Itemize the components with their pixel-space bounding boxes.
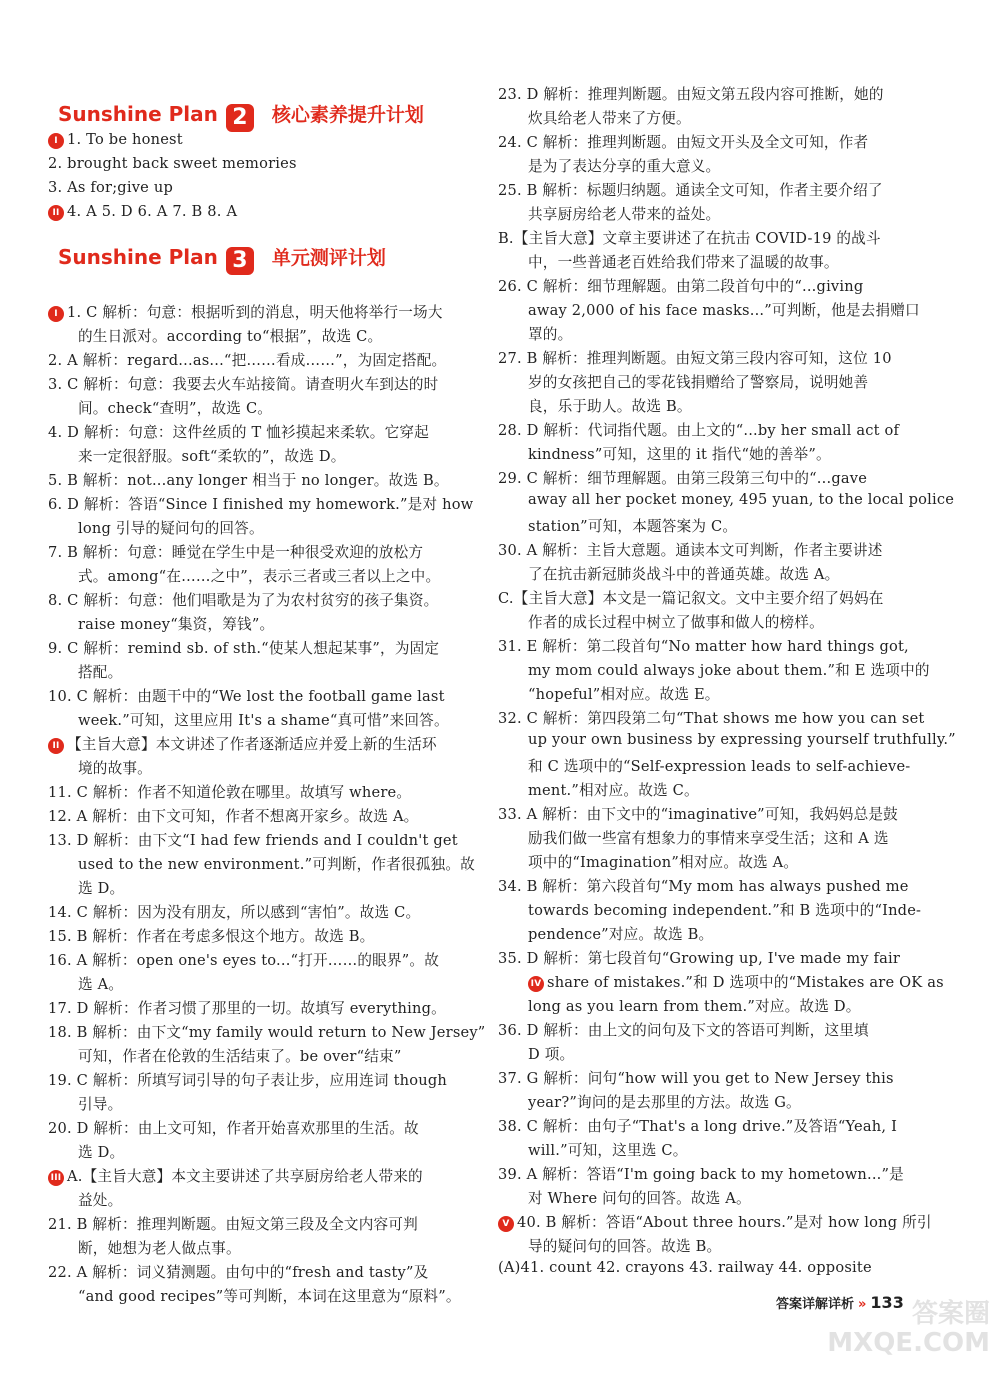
line-text: 3. C 解析：句意：我要去火车站接简。请查明火车到达的时 [48,376,439,393]
line-text: 选 D。 [78,880,125,897]
answer-line [498,587,884,608]
line-text: 36. D 解析：由上文的问句及下文的答语可判断，这里填 [498,1022,869,1039]
line-text: 23. D 解析：推理判断题。由短文第五段内容可推断，她的 [498,86,884,103]
line-text: 可知，作者在伦敦的生活结束了。be over“结束” [78,1048,402,1065]
answer-line [48,901,420,922]
line-text: 导的疑问句的回答。故选 B。 [528,1238,722,1255]
answer-line [48,349,446,370]
line-text: year?”询问的是去那里的方法。故选 G。 [528,1094,801,1111]
line-text: 境的故事。 [78,760,152,777]
line-text: 【主旨大意】本文讲述了作者逐渐适应并爱上新的生活环 [67,736,437,753]
line-text: 15. B 解析：作者在考虑多恨这个地方。故选 B。 [48,928,375,945]
line-text: 27. B 解析：推理判断题。由短文第三段内容可知，这位 10 [498,350,892,367]
answer-line-continued [498,107,691,128]
answer-line-continued [498,827,889,848]
answer-line [48,155,297,172]
line-text: 励我们做一些富有想象力的事情来享受生活；这和 A 选 [528,830,889,847]
line-text: away 2,000 of his face masks...”可判断，他是去捐赠口 [528,302,920,319]
line-text: 13. D 解析：由下文“I had few friends and I couldn't get [48,832,458,849]
line-text: 的生日派对。according to“根据”，故选 C。 [78,328,383,345]
answer-line-continued [498,491,954,508]
answer-line-continued [48,397,272,418]
answer-line-continued [498,899,921,920]
line-text: 引导。 [78,1096,123,1113]
line-text: 良，乐于助人。故选 B。 [528,398,692,415]
answer-line [48,829,458,850]
line-text: “hopeful”相对应。故选 E。 [528,686,720,703]
line-text: 3. As for;give up [48,179,173,196]
line-text: 炊具给老人带来了方便。 [528,110,691,127]
section-prefix: Sunshine Plan [58,245,218,269]
answer-line [498,419,899,440]
answer-line [48,373,438,394]
line-text: will.”可知，这里选 C。 [528,1142,688,1159]
answer-line [498,467,867,488]
answer-line [498,1163,904,1184]
line-text: 31. E 解析：第二段首句“No matter how hard things got, [498,638,909,655]
answer-line-continued [498,563,839,584]
answer-line [498,635,909,656]
line-text: 1. C 解析：句意：根据听到的消息，明天他将举行一场大 [67,304,443,321]
answer-line [48,1165,423,1186]
line-text: 40. B 解析：答语“About three hours.”是对 how long 所引 [517,1214,932,1231]
section-roman-mark-icon: II [48,738,64,754]
line-text: 14. C 解析：因为没有朋友，所以感到“害怕”。故选 C。 [48,904,421,921]
line-text: 选 D。 [78,1144,125,1161]
line-text: 来一定很舒服。soft“柔软的”，故选 D。 [78,448,346,465]
line-text: 33. A 解析：由下文中的“imaginative”可知，我妈妈总是鼓 [498,806,898,823]
line-text: 9. C 解析：remind sb. of sth.“使某人想起某事”，为固定 [48,640,440,657]
line-text: 4. A 5. D 6. A 7. B 8. A [67,203,238,220]
footer-label: 答案详解详析 [776,1297,855,1312]
section-heading: 单元测评计划 [271,247,386,269]
answer-line [498,1067,894,1088]
answer-line [48,1261,428,1282]
answer-line [498,1211,932,1232]
line-text: 选 A。 [78,976,124,993]
line-text: D 项。 [528,1046,575,1063]
line-text: 对 Where 问句的回答。故选 A。 [528,1190,751,1207]
line-text: 式。among“在……之中”，表示三者或三者以上之中。 [78,568,441,585]
line-text: 11. C 解析：作者不知道伦敦在哪里。故填写 where。 [48,784,412,801]
line-text: C.【主旨大意】本文是一篇记叙文。文中主要介绍了妈妈在 [498,590,884,607]
section-number-badge: 2 [226,104,254,132]
line-text: 22. A 解析：词义猜测题。由句中的“fresh and tasty”及 [48,1264,429,1281]
line-text: 罩的。 [528,326,573,343]
line-text: 21. B 解析：推理判断题。由短文第三段及全文内容可判 [48,1216,418,1233]
line-text: long as you learn from them.”对应。故选 D。 [528,998,861,1015]
line-text: kindness”可知，这里的 it 指代“她的善举”。 [528,446,831,463]
line-text: 35. D 解析：第七段首句“Growing up, I've made my fair [498,950,901,967]
line-text: “and good recipes”等可判断，本词在这里意为“原料”。 [78,1288,461,1305]
line-text: 1. To be honest [67,131,183,148]
answer-line [498,803,898,824]
answer-line-continued [48,613,274,634]
line-text: week.”可知，这里应用 It's a shame“真可惜”来回答。 [78,712,449,729]
answer-line [48,1213,418,1234]
answer-line [48,469,449,490]
answer-line [498,707,925,728]
line-text: 5. B 解析：not...any longer 相当于 no longer。故选 B。 [48,472,449,489]
answer-line-continued [48,709,449,730]
line-text: 18. B 解析：由下文“my family would return to New Jersey” [48,1024,486,1041]
line-text: 项中的“Imagination”相对应。故选 A。 [528,854,799,871]
line-text: 是为了表达分享的重大意义。 [528,158,721,175]
answer-line [498,1259,872,1276]
answer-line [498,131,868,152]
answer-line-continued [498,443,831,464]
line-text: 38. C 解析：由句子“That's a long drive.”及答语“Yeah, I [498,1118,898,1135]
line-text: 6. D 解析：答语“Since I finished my homework.”是对 how [48,496,474,513]
line-text: 中，一些普通老百姓给我们带来了温暖的故事。 [528,254,839,271]
line-text: 32. C 解析：第四段第二句“That shows me how you can set [498,710,925,727]
line-text: up your own business by expressing yourself truthfully.” [528,731,956,748]
answer-line-continued [498,251,839,272]
line-text: 共享厨房给老人带来的益处。 [528,206,721,223]
line-text: 19. C 解析：所填写词引导的句子表让步，应用连词 though [48,1072,447,1089]
answer-line-continued [498,1091,801,1112]
line-text: A.【主旨大意】本文主要讲述了共享厨房给老人带来的 [67,1168,423,1185]
answer-line [48,131,183,149]
answer-line-continued [498,779,699,800]
answer-line [48,925,374,946]
answer-line-continued [48,973,123,994]
section-roman-mark-icon: II [48,205,64,221]
section-roman-mark-icon: III [48,1170,64,1186]
line-text: 2. A 解析：regard...as...“把……看成……”，为固定搭配。 [48,352,447,369]
line-text: 16. A 解析：open one's eyes to...“打开……的眼界”。故 [48,952,439,969]
section-heading: 核心素养提升计划 [271,104,424,126]
line-text: 7. B 解析：句意：睡觉在学生中是一种很受欢迎的放松方 [48,544,424,561]
section-roman-mark-icon: V [498,1216,514,1232]
answer-line [48,1069,447,1090]
answer-line [48,733,437,754]
answer-line-continued [498,395,692,416]
answer-line [498,227,881,248]
line-text: away all her pocket money, 495 yuan, to the local police [528,491,955,508]
answer-line-continued [498,851,798,872]
line-text: B.【主旨大意】文章主要讲述了在抗击 COVID-19 的战斗 [498,230,881,247]
answer-line-continued [498,1187,751,1208]
answer-line-continued [48,325,382,346]
answer-line [498,83,884,104]
line-text: 断，她想为老人做点事。 [78,1240,241,1257]
answer-line-continued [498,155,720,176]
answer-line-continued [48,1141,124,1162]
answer-line [498,347,892,368]
answer-line-continued [498,659,930,680]
section-roman-mark-icon: IV [528,976,544,992]
line-text: my mom could always joke about them.”和 E 选项中的 [528,662,930,679]
answer-line [48,301,443,322]
answer-line-continued [48,517,264,538]
answer-line-continued [498,1139,688,1160]
answer-line-continued [48,661,122,682]
answer-line [498,539,882,560]
answer-line-continued [498,371,868,392]
line-text: 间。check“查明”，故选 C。 [78,400,273,417]
answer-line [48,997,446,1018]
answer-line-continued [498,323,572,344]
answer-line [48,589,438,610]
line-text: share of mistakes.”和 D 选项中的“Mistakes are OK as [547,974,944,991]
answer-line [48,493,473,514]
line-text: pendence”对应。故选 B。 [528,926,714,943]
answer-line [48,541,423,562]
answer-line-continued [498,1043,574,1064]
answer-line-continued [498,683,720,704]
line-text: ment.”相对应。故选 C。 [528,782,699,799]
answer-line-continued [498,731,956,748]
answer-line [498,1019,869,1040]
line-text: station”可知，本题答案为 C。 [528,518,738,535]
answer-line-continued [498,755,910,776]
answer-line [498,947,900,968]
answer-line-continued [498,515,737,536]
answer-line-continued [498,203,720,224]
answer-line-continued [498,1235,721,1256]
answer-line [48,685,445,706]
answer-line-continued [48,877,124,898]
line-text: raise money“集资，筹钱”。 [78,616,275,633]
answer-line [48,1021,485,1042]
line-text: 17. D 解析：作者习惯了那里的一切。故填写 everything。 [48,1000,446,1017]
line-text: 25. B 解析：标题归纳题。通读全文可知，作者主要介绍了 [498,182,883,199]
line-text: 37. G 解析：问句“how will you get to New Jersey this [498,1070,894,1087]
answer-line-continued [48,565,440,586]
answer-line-continued [498,299,920,320]
answer-line [498,275,863,296]
line-text: 益处。 [78,1192,123,1209]
line-text: 24. C 解析：推理判断题。由短文开头及全文可知，作者 [498,134,869,151]
watermark: 答案圈 MXQE.COM [827,1299,990,1358]
section-title-plan2 [58,100,424,132]
answer-line-continued [48,757,152,778]
line-text: 2. brought back sweet memories [48,155,297,172]
line-text: 了在抗击新冠肺炎战斗中的普通英雄。故选 A。 [528,566,840,583]
line-text: 29. C 解析：细节理解题。由第三段第三句中的“...gave [498,470,868,487]
line-text: 4. D 解析：句意：这件丝质的 T 恤衫摸起来柔软。它穿起 [48,424,429,441]
line-text: 28. D 解析：代词指代题。由上文的“...by her small act of [498,422,900,439]
page-number: 133 [870,1293,904,1312]
answer-line [48,637,439,658]
answer-line-continued [498,971,944,992]
answer-line-continued [48,1285,461,1306]
answer-line [48,421,429,442]
answer-line [48,203,237,221]
line-text: (A)41. count 42. crayons 43. railway 44. opposite [498,1259,872,1276]
answer-line-continued [48,1045,401,1066]
answer-line [498,179,883,200]
line-text: 30. A 解析：主旨大意题。通读本文可判断，作者主要讲述 [498,542,883,559]
line-text: 34. B 解析：第六段首句“My mom has always pushed me [498,878,909,895]
answer-line-continued [48,1237,241,1258]
answer-line [48,949,439,970]
answer-line [48,1117,419,1138]
line-text: long 引导的疑问句的回答。 [78,520,264,537]
line-text: 搭配。 [78,664,123,681]
section-number-badge: 3 [226,247,254,275]
double-chevron-icon: » [858,1297,867,1312]
line-text: 8. C 解析：句意：他们唱歌是为了为农村贫穷的孩子集资。 [48,592,439,609]
answer-line-continued [498,995,861,1016]
line-text: 39. A 解析：答语“I'm going back to my hometown...”是 [498,1166,904,1183]
line-text: used to the new environment.”可判断，作者很孤独。故 [78,856,475,873]
line-text: 和 C 选项中的“Self-expression leads to self-achieve- [528,758,911,775]
answer-line [48,805,418,826]
answer-line-continued [48,445,346,466]
section-prefix: Sunshine Plan [58,102,218,126]
answer-line [48,179,173,196]
line-text: 12. A 解析：由下文可知，作者不想离开家乡。故选 A。 [48,808,419,825]
answer-line-continued [498,611,824,632]
line-text: 岁的女孩把自己的零花钱捐赠给了警察局，说明她善 [528,374,869,391]
answer-line [48,781,411,802]
answer-line-continued [48,1093,122,1114]
answer-line-continued [498,923,713,944]
answer-line-continued [48,853,475,874]
section-roman-mark-icon: I [48,306,64,322]
answer-line [498,875,909,896]
line-text: 20. D 解析：由上文可知，作者开始喜欢那里的生活。故 [48,1120,419,1137]
answer-line [498,1115,897,1136]
answer-line-continued [48,1189,122,1210]
line-text: towards becoming independent.”和 B 选项中的“Inde- [528,902,922,919]
line-text: 作者的成长过程中树立了做事和做人的榜样。 [528,614,824,631]
line-text: 26. C 解析：细节理解题。由第二段首句中的“...giving [498,278,864,295]
section-title-plan3 [58,243,386,275]
section-roman-mark-icon: I [48,133,64,149]
line-text: 10. C 解析：由题干中的“We lost the football game last [48,688,445,705]
